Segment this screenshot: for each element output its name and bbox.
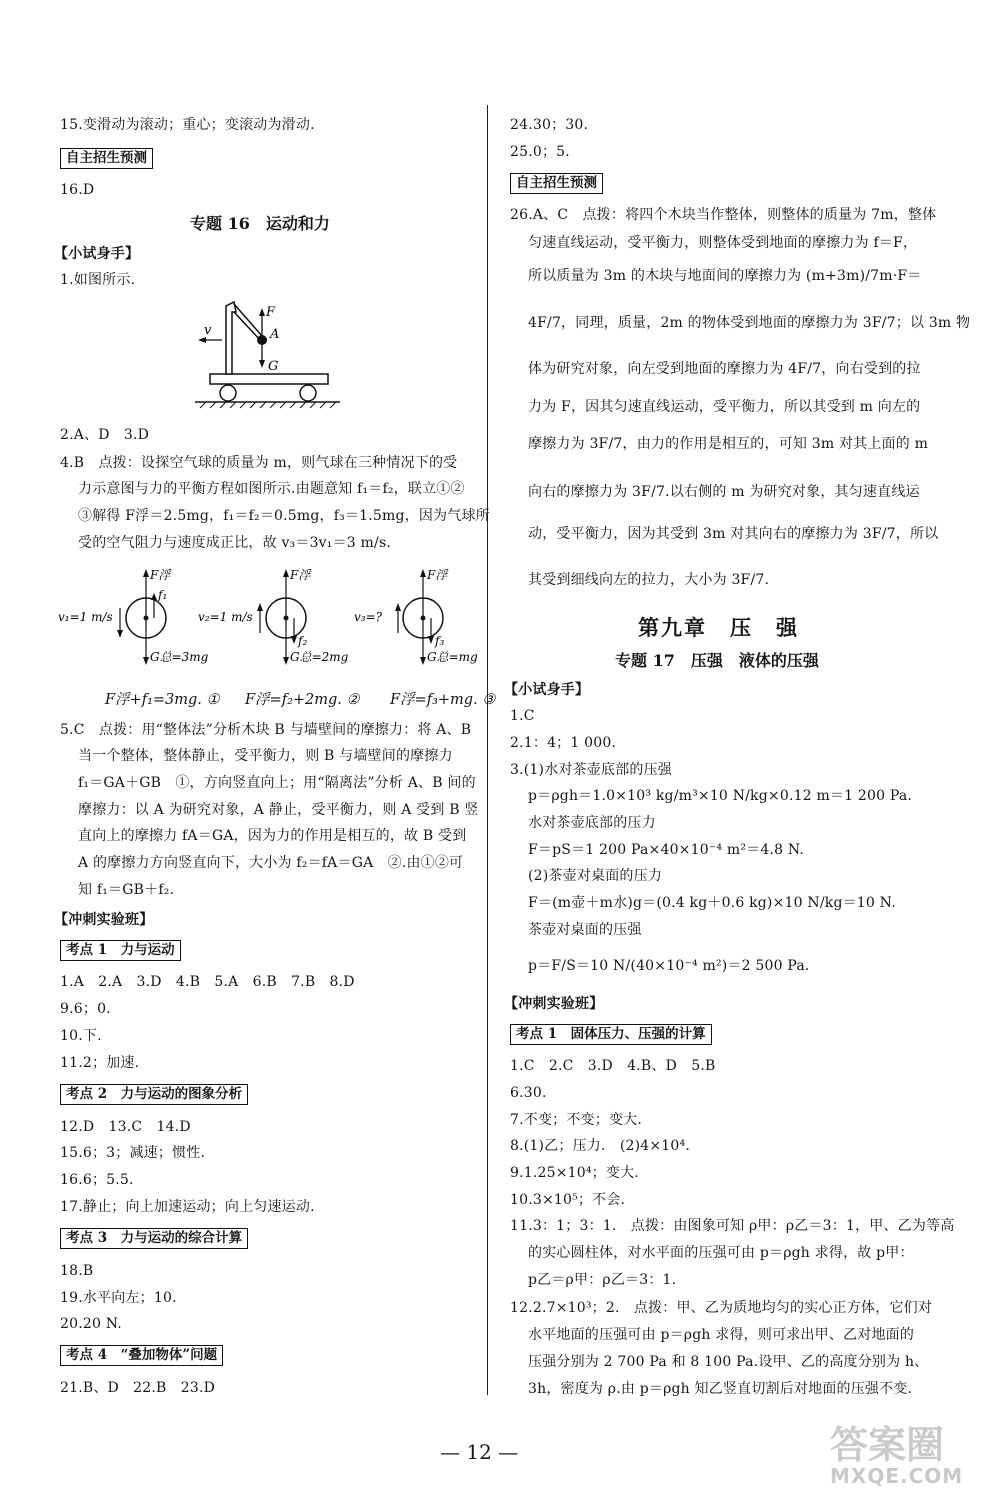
section-sprint-right: 【冲刺实验班】 xyxy=(504,996,604,1012)
balance-eq-3: F浮=f₃+mg. ③ xyxy=(390,692,496,708)
answer-r2: 2.1：4；1 000. xyxy=(510,735,617,751)
answer-q20: 20.20 N. xyxy=(60,1316,122,1332)
answer-r12-line4: 3h，密度为 ρ.由 p＝ρgh 知乙竖直切割后对地面的压强不变. xyxy=(528,1381,913,1397)
answer-r3-line6: F＝(m壶＋m水)g＝(0.4 kg＋0.6 kg)×10 N/kg＝10 N. xyxy=(528,895,896,911)
answer-r3-line2: p＝ρgh＝1.0×10³ kg/m³×10 N/kg×0.12 m＝1 200 Pa. xyxy=(528,788,913,804)
answer-r11-line1: 11.3：1；3：1. 点拨：由图象可知 ρ甲：ρ乙＝3：1，甲、乙为等高 xyxy=(510,1218,955,1234)
answer-q15: 15.变滑动为滚动；重心；变滚动为滑动. xyxy=(60,117,315,133)
answer-q17: 17.静止；向上加速运动；向上匀速运动. xyxy=(60,1199,315,1215)
answer-q5-line3: f₁＝GA＋GB ①，方向竖直向上；用“隔离法”分析 A、B 间的 xyxy=(78,775,476,791)
answer-q26-line8: 向右的摩擦力为 3F/7.以右侧的 m 为研究对象，其匀速直线运 xyxy=(528,484,920,500)
b2-F-label: F浮 xyxy=(290,568,311,582)
answer-q26-line4: 4F/7，同理，质量，2m 的物体受到地面的摩擦力为 3F/7；以 3m 物 xyxy=(528,315,971,331)
answer-q10: 10.下. xyxy=(60,1028,102,1044)
answer-r11-line2: 的实心圆柱体，对水平面的压强可由 p＝ρgh 求得，故 p甲： xyxy=(528,1245,914,1261)
b1-v-label: v₁=1 m/s xyxy=(58,610,113,624)
answer-q16: 16.D xyxy=(60,182,95,198)
answer-q9: 9.6；0. xyxy=(60,1001,111,1017)
watermark-logo xyxy=(830,1425,980,1487)
answer-q4-line4: 受的空气阻力与速度成正比，故 v₃＝3v₁＝3 m/s. xyxy=(78,535,391,551)
watermark-line2: MXQE.COM xyxy=(830,1464,964,1488)
label-v: v xyxy=(204,323,212,338)
answer-r9: 9.1.25×10⁴；变大. xyxy=(510,1165,639,1181)
b1-F-label: F浮 xyxy=(150,568,171,582)
answer-q26-line1: 26.A、C 点拨：将四个木块当作整体，则整体的质量为 7m，整体 xyxy=(510,207,937,223)
balance-eq-2: F浮=f₂+2mg. ② xyxy=(245,692,360,708)
b1-f-label: f₁ xyxy=(158,588,168,602)
chapter-9-title: 第九章 压 强 xyxy=(638,615,799,640)
b3-f-label: f₃ xyxy=(435,634,445,648)
answer-q18: 18.B xyxy=(60,1263,94,1279)
answer-q15b: 15.6；3；减速；惯性. xyxy=(60,1145,206,1161)
b3-G-label: G总=mg xyxy=(427,650,478,664)
balance-eq-1: F浮+f₁=3mg. ① xyxy=(105,692,220,708)
b3-v-label: v₃=? xyxy=(354,610,383,624)
answer-r12-line2: 水平地面的压强可由 p＝ρgh 求得，则可求出甲、乙对地面的 xyxy=(528,1327,915,1343)
answer-q24: 24.30；30. xyxy=(510,117,589,133)
balloon-force-diagrams xyxy=(58,563,488,675)
answer-q26-line6: 力为 F，因其匀速直线运动，受平衡力，所以其受到 m 向左的 xyxy=(528,399,921,415)
answer-r8: 8.(1)乙；压力. (2)4×10⁴. xyxy=(510,1138,690,1154)
answer-q4-line2: 力示意图与力的平衡方程如图所示.由题意知 f₁＝f₂，联立①② xyxy=(78,481,465,497)
answer-q12-14: 12.D 13.C 14.D xyxy=(60,1119,191,1135)
answer-r12-line1: 12.2.7×10³；2. 点拨：甲、乙为质地均匀的实心正方体，它们对 xyxy=(510,1300,933,1316)
cart-force-diagram xyxy=(190,298,350,410)
section-box-prediction-right: 自主招生预测 xyxy=(510,173,603,194)
section-sprint: 【冲刺实验班】 xyxy=(54,912,154,928)
answer-r3-line8: p＝F/S＝10 N/(40×10⁻⁴ m²)＝2 500 Pa. xyxy=(528,958,810,974)
label-G: G xyxy=(268,359,279,374)
answer-r6: 6.30. xyxy=(510,1085,547,1101)
answer-q2-3: 2.A、D 3.D xyxy=(60,427,150,443)
label-F: F xyxy=(266,305,276,320)
answer-q25: 25.0；5. xyxy=(510,144,570,160)
b2-G-label: G总=2mg xyxy=(290,650,349,664)
topic-16-title: 专题 16 运动和力 xyxy=(190,214,330,233)
answer-r1-5: 1.C 2.C 3.D 4.B、D 5.B xyxy=(510,1058,716,1074)
answer-q26-line2: 匀速直线运动，受平衡力，则整体受到地面的摩擦力为 f＝F， xyxy=(528,235,918,251)
topic-17-title: 专题 17 压强 液体的压强 xyxy=(615,651,819,670)
kaodian-1-right-box: 考点 1 固体压力、压强的计算 xyxy=(510,1024,712,1045)
answer-q26-line5: 体为研究对象，向左受到地面的摩擦力为 4F/7，向右受到的拉 xyxy=(528,361,921,377)
kaodian-1-box: 考点 1 力与运动 xyxy=(60,940,181,961)
section-try-right: 【小试身手】 xyxy=(504,682,590,698)
b1-G-label: G总=3mg xyxy=(150,650,209,664)
answer-q5-line6: A 的摩擦力方向竖直向下，大小为 f₂＝fA＝GA ②.由①②可 xyxy=(78,855,464,871)
answer-q1: 1.如图所示. xyxy=(60,272,136,288)
kaodian-3-box: 考点 3 力与运动的综合计算 xyxy=(60,1228,248,1249)
answer-r3-line4: F＝pS＝1 200 Pa×40×10⁻⁴ m²＝4.8 N. xyxy=(528,842,805,858)
section-box-prediction: 自主招生预测 xyxy=(60,148,153,169)
answer-q26-line7: 摩擦力为 3F/7，由力的作用是相互的，可知 3m 对其上面的 m xyxy=(528,436,929,452)
answer-q5-line7: 知 f₁＝GB＋f₂. xyxy=(78,882,175,898)
answer-q5-line1: 5.C 点拨：用“整体法”分析木块 B 与墙壁间的摩擦力：将 A、B xyxy=(60,722,472,738)
answer-q21-23: 21.B、D 22.B 23.D xyxy=(60,1380,216,1396)
answer-r10: 10.3×10⁵；不会. xyxy=(510,1192,626,1208)
answer-q5-line4: 摩擦力：以 A 为研究对象，A 静止，受平衡力，则 A 受到 B 竖 xyxy=(78,802,479,818)
answer-q5-line2: 当一个整体，整体静止，受平衡力，则 B 与墙壁间的摩擦力 xyxy=(78,748,453,764)
b3-F-label: F浮 xyxy=(427,568,448,582)
answer-q4-line3: ③解得 F浮＝2.5mg，f₁＝f₂＝0.5mg，f₃＝1.5mg，因为气球所 xyxy=(78,508,490,524)
b2-f-label: f₂ xyxy=(298,634,308,648)
answer-r3-line5: (2)茶壶对桌面的压力 xyxy=(528,868,663,884)
answer-q4-line1: 4.B 点拨：设探空气球的质量为 m，则气球在三种情况下的受 xyxy=(60,455,458,471)
answer-r3-line7: 茶壶对桌面的压强 xyxy=(528,922,642,938)
watermark-line1: 答案圈 xyxy=(830,1423,945,1467)
kaodian-4-box: 考点 4 “叠加物体”问题 xyxy=(60,1345,223,1366)
column-divider xyxy=(487,105,488,1395)
answer-q5-line5: 直向上的摩擦力 fA＝GA，因为力的作用是相互的，故 B 受到 xyxy=(78,828,467,844)
answer-q11: 11.2；加速. xyxy=(60,1055,140,1071)
answer-r3-line3: 水对茶壶底部的压力 xyxy=(528,815,656,831)
section-try: 【小试身手】 xyxy=(54,246,140,262)
answer-r1: 1.C xyxy=(510,708,535,724)
answer-q19: 19.水平向左；10. xyxy=(60,1290,177,1306)
answer-q26-line10: 其受到细线向左的拉力，大小为 3F/7. xyxy=(528,572,770,588)
answer-r11-line3: p乙＝ρ甲：ρ乙＝3：1. xyxy=(528,1272,677,1288)
answer-r3-line1: 3.(1)水对茶壶底部的压强 xyxy=(510,762,672,778)
answer-q16b: 16.6；5.5. xyxy=(60,1172,134,1188)
answer-r7: 7.不变；不变；变大. xyxy=(510,1112,643,1128)
b2-v-label: v₂=1 m/s xyxy=(198,610,253,624)
answer-q1-8: 1.A 2.A 3.D 4.B 5.A 6.B 7.B 8.D xyxy=(60,974,355,990)
page-number: — 12 — xyxy=(440,1440,519,1464)
answer-q26-line3: 所以质量为 3m 的木块与地面间的摩擦力为 (m+3m)/7m·F＝ xyxy=(528,268,922,284)
answer-r12-line3: 压强分别为 2 700 Pa 和 8 100 Pa.设甲、乙的高度分别为 h、 xyxy=(528,1354,929,1370)
label-A: A xyxy=(270,327,280,342)
kaodian-2-box: 考点 2 力与运动的图象分析 xyxy=(60,1084,248,1105)
answer-q26-line9: 动，受平衡力，因为其受到 3m 对其向右的摩擦力为 3F/7，所以 xyxy=(528,526,939,542)
